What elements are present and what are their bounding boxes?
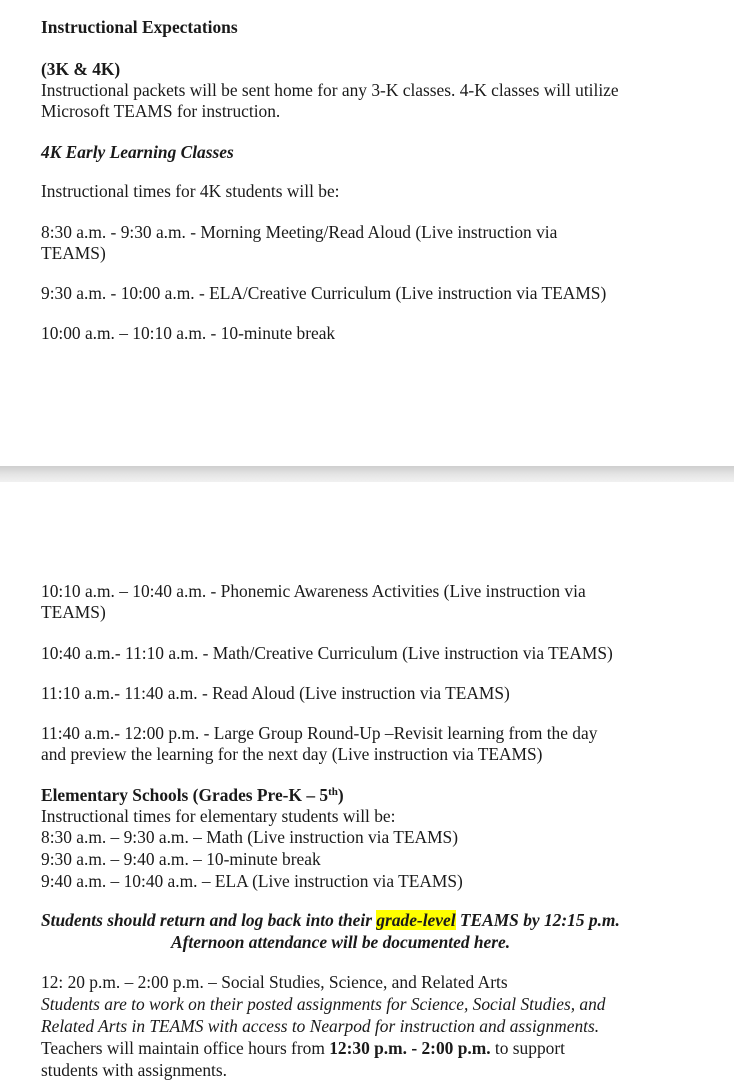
schedule-item: 10:00 a.m. – 10:10 a.m. - 10-minute break (41, 323, 336, 343)
afternoon-note: Students are to work on their posted assignments for Science, Social Studies, and (41, 994, 606, 1014)
schedule-item: TEAMS) (41, 243, 106, 263)
page-separator (0, 466, 734, 482)
elementary-title: Elementary Schools (Grades Pre-K – 5th) (41, 785, 344, 805)
schedule-item: and preview the learning for the next day (Live instruction via TEAMS) (41, 744, 543, 764)
schedule-item: 10:10 a.m. – 10:40 a.m. - Phonemic Awareness Activities (Live instruction via (41, 581, 586, 601)
times-intro: Instructional times for 4K students will be: (41, 181, 340, 201)
intro-line: Microsoft TEAMS for instruction. (41, 101, 281, 121)
schedule-item: 9:30 a.m. - 10:00 a.m. - ELA/Creative Curriculum (Live instruction via TEAMS) (41, 283, 607, 303)
document-page-2 (0, 482, 734, 1092)
notice-line: Students should return and log back into their grade-level TEAMS by 12:15 p.m. (41, 910, 620, 930)
section-subheading: (3K & 4K) (41, 59, 121, 79)
afternoon-time: 12: 20 p.m. – 2:00 p.m. – Social Studies, Science, and Related Arts (41, 972, 508, 992)
page-heading: Instructional Expectations (41, 17, 238, 37)
schedule-item: 11:40 a.m.- 12:00 p.m. - Large Group Round-Up –Revisit learning from the day (41, 723, 598, 743)
schedule-item: 10:40 a.m.- 11:10 a.m. - Math/Creative Curriculum (Live instruction via TEAMS) (41, 643, 613, 663)
schedule-item: TEAMS) (41, 602, 106, 622)
section-title: 4K Early Learning Classes (41, 142, 234, 162)
schedule-item: 8:30 a.m. - 9:30 a.m. - Morning Meeting/Read Aloud (Live instruction via (41, 222, 558, 242)
schedule-item: 11:10 a.m.- 11:40 a.m. - Read Aloud (Live instruction via TEAMS) (41, 683, 510, 703)
document-page-1 (0, 0, 734, 468)
afternoon-note: Related Arts in TEAMS with access to Nearpod for instruction and assignments. (41, 1016, 600, 1036)
intro-line: Instructional packets will be sent home for any 3-K classes. 4-K classes will utilize (41, 80, 619, 100)
highlighted-text: grade-level (376, 910, 456, 930)
office-hours-line-2: students with assignments. (41, 1060, 227, 1080)
notice-line-2: Afternoon attendance will be documented here. (171, 932, 511, 952)
elementary-item: 8:30 a.m. – 9:30 a.m. – Math (Live instruction via TEAMS) (41, 827, 459, 847)
elementary-intro: Instructional times for elementary students will be: (41, 806, 396, 826)
elementary-item: 9:40 a.m. – 10:40 a.m. – ELA (Live instruction via TEAMS) (41, 871, 463, 891)
elementary-item: 9:30 a.m. – 9:40 a.m. – 10-minute break (41, 849, 321, 869)
office-hours-line: Teachers will maintain office hours from 12:30 p.m. - 2:00 p.m. to support (41, 1038, 565, 1058)
